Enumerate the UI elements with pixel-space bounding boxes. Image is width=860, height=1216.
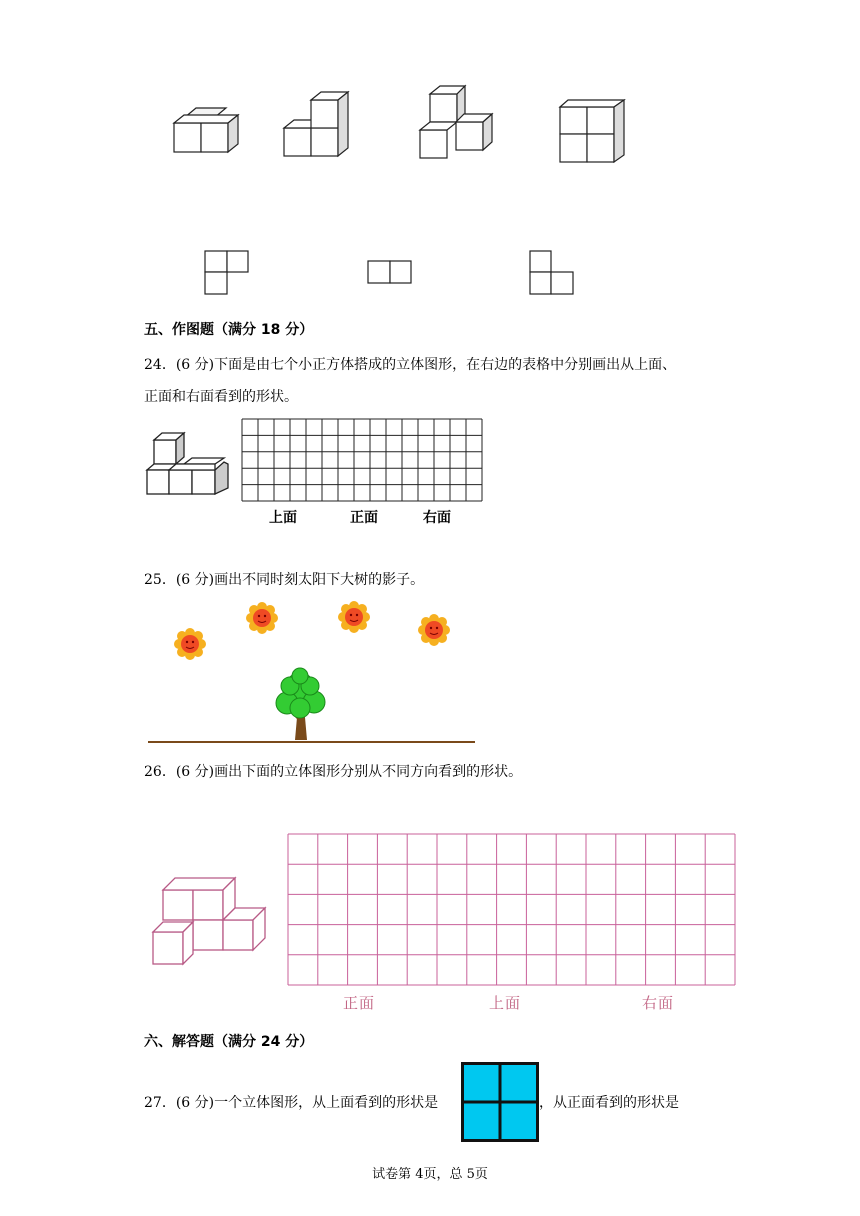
- section-six-title: 六、解答题（满分 24 分）: [144, 1034, 314, 1050]
- sun-icon: [174, 628, 206, 660]
- sun-icon: [338, 601, 370, 633]
- q27-top-view-square: [461, 1062, 539, 1142]
- q24-label-top: 上面: [269, 510, 297, 526]
- sun-icon: [418, 614, 450, 646]
- q26-cube-figure: [148, 870, 273, 970]
- sun-icon: [246, 602, 278, 634]
- tree-icon: [276, 668, 325, 740]
- q25-sun-tree-illustration: [140, 598, 480, 748]
- q26-answer-grid: [286, 832, 740, 988]
- q24-label-right: 右面: [423, 510, 451, 526]
- question-27-text-before: 27．(6 分)一个立体图形，从上面看到的形状是: [144, 1095, 439, 1111]
- question-24-line-2: 正面和右面看到的形状。: [144, 389, 298, 405]
- q26-label-top: 上面: [489, 994, 522, 1012]
- question-27-text-after: ，从正面看到的形状是: [539, 1095, 679, 1111]
- q24-cube-figure: [144, 430, 236, 500]
- page-footer: 试卷第 4页，总 5页: [372, 1167, 488, 1182]
- section-five-title: 五、作图题（满分 18 分）: [144, 322, 314, 338]
- view-shapes-row: [200, 246, 580, 298]
- question-24-line-1: 24．(6 分)下面是由七个小正方体搭成的立体图形，在右边的表格中分别画出从上面、: [144, 357, 677, 373]
- cube-figures-top: [160, 80, 640, 180]
- question-25-text: 25．(6 分)画出不同时刻太阳下大树的影子。: [144, 572, 425, 588]
- q24-answer-grid: [240, 417, 484, 505]
- question-26-text: 26．(6 分)画出下面的立体图形分别从不同方向看到的形状。: [144, 764, 523, 780]
- q24-label-front: 正面: [350, 510, 378, 526]
- q26-label-front: 正面: [343, 994, 376, 1012]
- q26-label-right: 右面: [642, 994, 675, 1012]
